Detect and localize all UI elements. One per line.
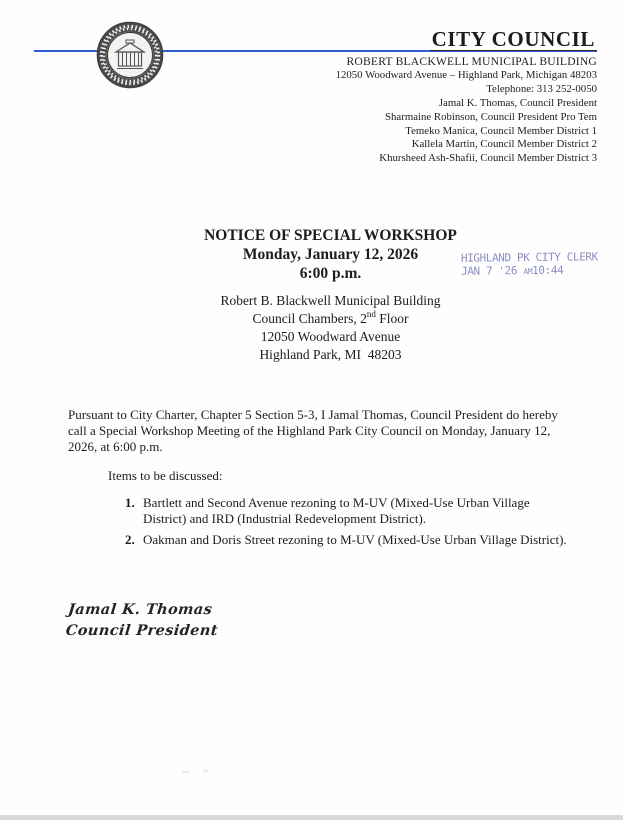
letterhead-lines [336,55,597,166]
venue-city-state-zip: Highland Park, MI 48203 [259,347,402,362]
agenda-item-text [143,495,530,527]
notice-date: Monday, January 12, 2026 [242,246,419,263]
paragraph-line: call a Special Workshop Meeting of the Highland Park City Council on Monday, January 12, [68,423,551,438]
scan-artifact [182,771,189,773]
letterhead-member-line: Khursheed Ash-Shafii, Council Member District 3 [379,152,597,165]
agenda-item-line: Bartlett and Second Avenue rezoning to M-UV (Mixed-Use Urban Village [143,495,530,510]
stamp-time: 10:44 [532,263,564,277]
venue-chambers [38,310,623,328]
stamp-meridiem: AM [523,266,533,277]
stamp-office-line: HIGHLAND PK CITY CLERK [460,250,598,265]
venue-block [38,292,623,364]
paragraph-line: Pursuant to City Charter, Chapter 5 Section 5-3, I Jamal Thomas, Council President do hereby [68,407,558,422]
venue-floor-ordinal: nd [366,309,376,319]
letterhead-phone-line: Telephone: 313 252-0050 [486,82,597,95]
venue-building: Robert B. Blackwell Municipal Building [220,293,441,308]
agenda-items-list [125,495,567,553]
signature-block [65,599,221,641]
letterhead-address-line: 12050 Woodward Avenue – Highland Park, Michigan 48203 [335,68,597,81]
letterhead-member-line: Kallela Martin, Council Member District 2 [411,138,597,151]
signature-name: Jamal K. Thomas [67,601,214,618]
agenda-item-text [143,532,567,548]
agenda-item-number: 1. [125,495,135,510]
city-clerk-received-stamp [461,250,598,278]
agenda-item-number: 2. [125,532,135,547]
venue-street: 12050 Woodward Avenue [260,329,401,344]
letterhead-member-line: Jamal K. Thomas, Council President [438,96,597,109]
items-heading: Items to be discussed: [108,468,223,483]
venue-floor-text: Floor [375,311,409,326]
agenda-item-line: Oakman and Doris Street rezoning to M-UV (Mixed-Use Urban Village District). [143,532,567,547]
page-title: CITY COUNCIL [431,27,595,51]
notice-time: 6:00 p.m. [299,265,362,282]
scan-artifact [203,769,208,773]
letterhead [335,27,597,166]
signature-title: Council President [65,622,219,639]
stamp-datetime-line [461,263,598,278]
venue-chambers-text: Council Chambers, 2 [252,311,367,326]
city-seal-graphic [96,21,164,89]
notice-title: NOTICE OF SPECIAL WORKSHOP [204,227,457,244]
letterhead-member-line: Sharmaine Robinson, Council President Pro Tem [385,110,597,123]
scan-bottom-edge [0,815,623,820]
agenda-item [125,495,567,527]
city-seal [96,21,164,89]
agenda-item [125,532,567,548]
agenda-item-line: District) and IRD (Industrial Redevelopment District). [143,511,427,526]
paragraph-line: 2026, at 6:00 p.m. [68,439,163,454]
notice-paragraph [68,407,558,455]
letterhead-member-line: Temeko Manica, Council Member District 1 [405,124,597,137]
stamp-date: JAN 7 '26 [460,264,524,278]
letterhead-building-line: ROBERT BLACKWELL MUNICIPAL BUILDING [346,55,597,68]
